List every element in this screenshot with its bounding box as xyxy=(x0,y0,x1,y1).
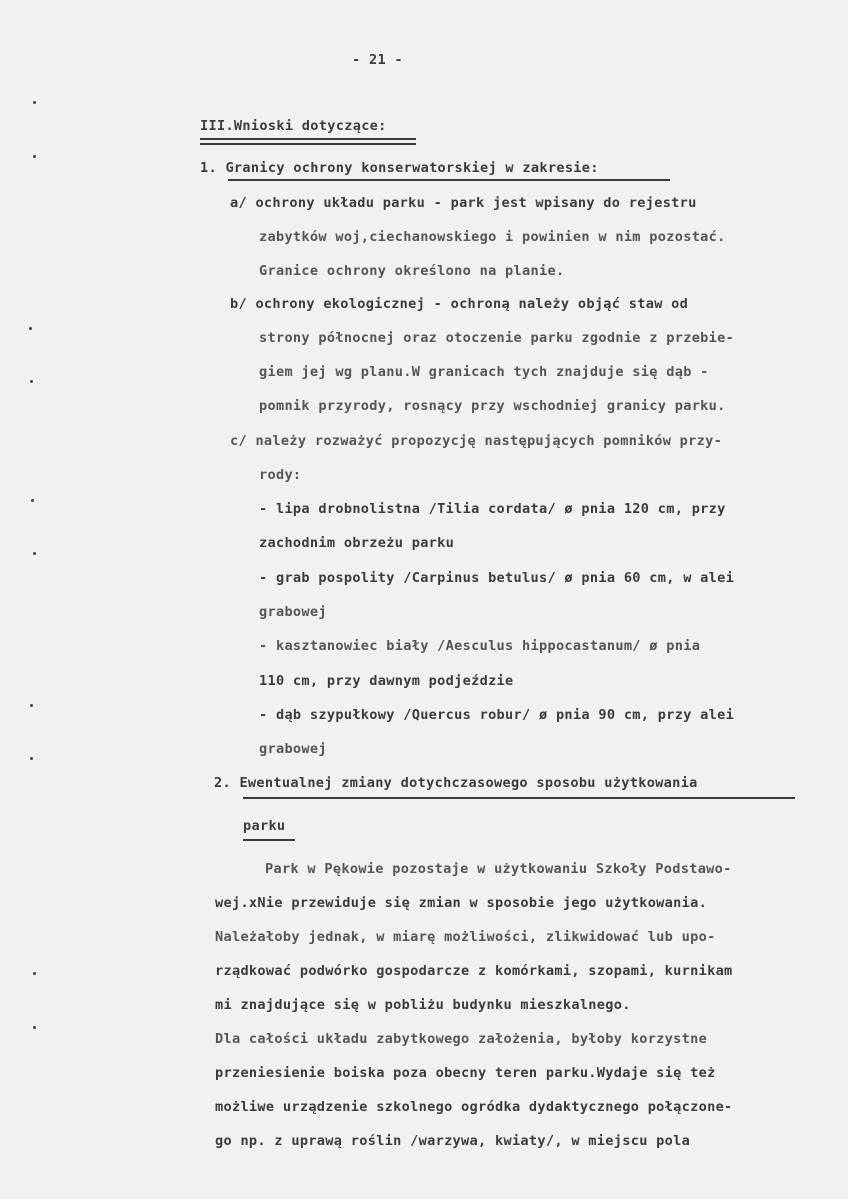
margin-dot xyxy=(33,1026,36,1029)
item1-c-line: zachodnim obrzeżu parku xyxy=(259,535,455,551)
item2-body-line: możliwe urządzenie szkolnego ogródka dydaktycznego połączone- xyxy=(215,1099,733,1115)
margin-dot xyxy=(33,972,36,975)
item1-c-line: 110 cm, przy dawnym podjeździe xyxy=(259,673,514,689)
item2-body-line: przeniesienie boiska poza obecny teren parku.Wydaje się też xyxy=(215,1065,716,1081)
margin-dot xyxy=(33,101,36,104)
item2-body-line: go np. z uprawą roślin /warzywa, kwiaty/, w miejscu pola xyxy=(215,1133,691,1149)
item2-underline xyxy=(243,797,795,799)
margin-dot xyxy=(30,380,33,383)
item2-body-line: Dla całości układu zabytkowego założenia, byłoby korzystne xyxy=(215,1031,708,1047)
item2-body-line: wej.xNie przewiduje się zmian w sposobie jego użytkowania. xyxy=(215,895,708,911)
item1-a-line: zabytków woj,ciechanowskiego i powinien w nim pozostać. xyxy=(259,229,726,245)
item2-body-line: mi znajdujące się w pobliżu budynku mieszkalnego. xyxy=(215,997,631,1013)
margin-dot xyxy=(30,757,33,760)
item1-title: 1. Granicy ochrony konserwatorskiej w zakresie: xyxy=(200,160,599,176)
heading-underline-double xyxy=(200,143,416,145)
item1-c-line: grabowej xyxy=(259,741,327,757)
item1-c-line: - kasztanowiec biały /Aesculus hippocastanum/ ø pnia xyxy=(259,638,701,654)
item2-title: 2. Ewentualnej zmiany dotychczasowego sposobu użytkowania xyxy=(214,775,698,791)
item1-b-line: giem jej wg planu.W granicach tych znajduje się dąb - xyxy=(259,364,709,380)
item2-body-line: Należałoby jednak, w miarę możliwości, zlikwidować lub upo- xyxy=(215,929,716,945)
margin-dot xyxy=(31,499,34,502)
margin-dot xyxy=(29,327,32,330)
item1-underline xyxy=(228,179,670,181)
item1-a-line: a/ ochrony układu parku - park jest wpisany do rejestru xyxy=(230,195,697,211)
item1-c-line: - grab pospolity /Carpinus betulus/ ø pnia 60 cm, w alei xyxy=(259,570,735,586)
item1-c-line: c/ należy rozważyć propozycję następujących pomników przy- xyxy=(230,433,723,449)
item2-body-line: Park w Pękowie pozostaje w użytkowaniu Szkoły Podstawo- xyxy=(265,861,732,877)
margin-dot xyxy=(33,552,36,555)
page-number: - 21 - xyxy=(352,52,403,68)
heading-underline xyxy=(200,138,416,140)
item2-title-cont: parku xyxy=(243,818,286,834)
section-heading: III.Wnioski dotyczące: xyxy=(200,118,387,134)
item1-a-line: Granice ochrony określono na planie. xyxy=(259,263,565,279)
item1-c-line: - dąb szypułkowy /Quercus robur/ ø pnia 90 cm, przy alei xyxy=(259,707,735,723)
item1-b-line: strony północnej oraz otoczenie parku zgodnie z przebie- xyxy=(259,330,735,346)
item2-underline-cont xyxy=(243,839,295,841)
item1-b-line: pomnik przyrody, rosnący przy wschodniej granicy parku. xyxy=(259,398,726,414)
item1-c-line: grabowej xyxy=(259,604,327,620)
margin-dot xyxy=(30,704,33,707)
item1-c-line: rody: xyxy=(259,467,302,483)
item1-b-line: b/ ochrony ekologicznej - ochroną należy objąć staw od xyxy=(230,296,689,312)
margin-dot xyxy=(33,155,36,158)
item2-body-line: rządkować podwórko gospodarcze z komórkami, szopami, kurnikam xyxy=(215,963,733,979)
item1-c-line: - lipa drobnolistna /Tilia cordata/ ø pnia 120 cm, przy xyxy=(259,501,726,517)
